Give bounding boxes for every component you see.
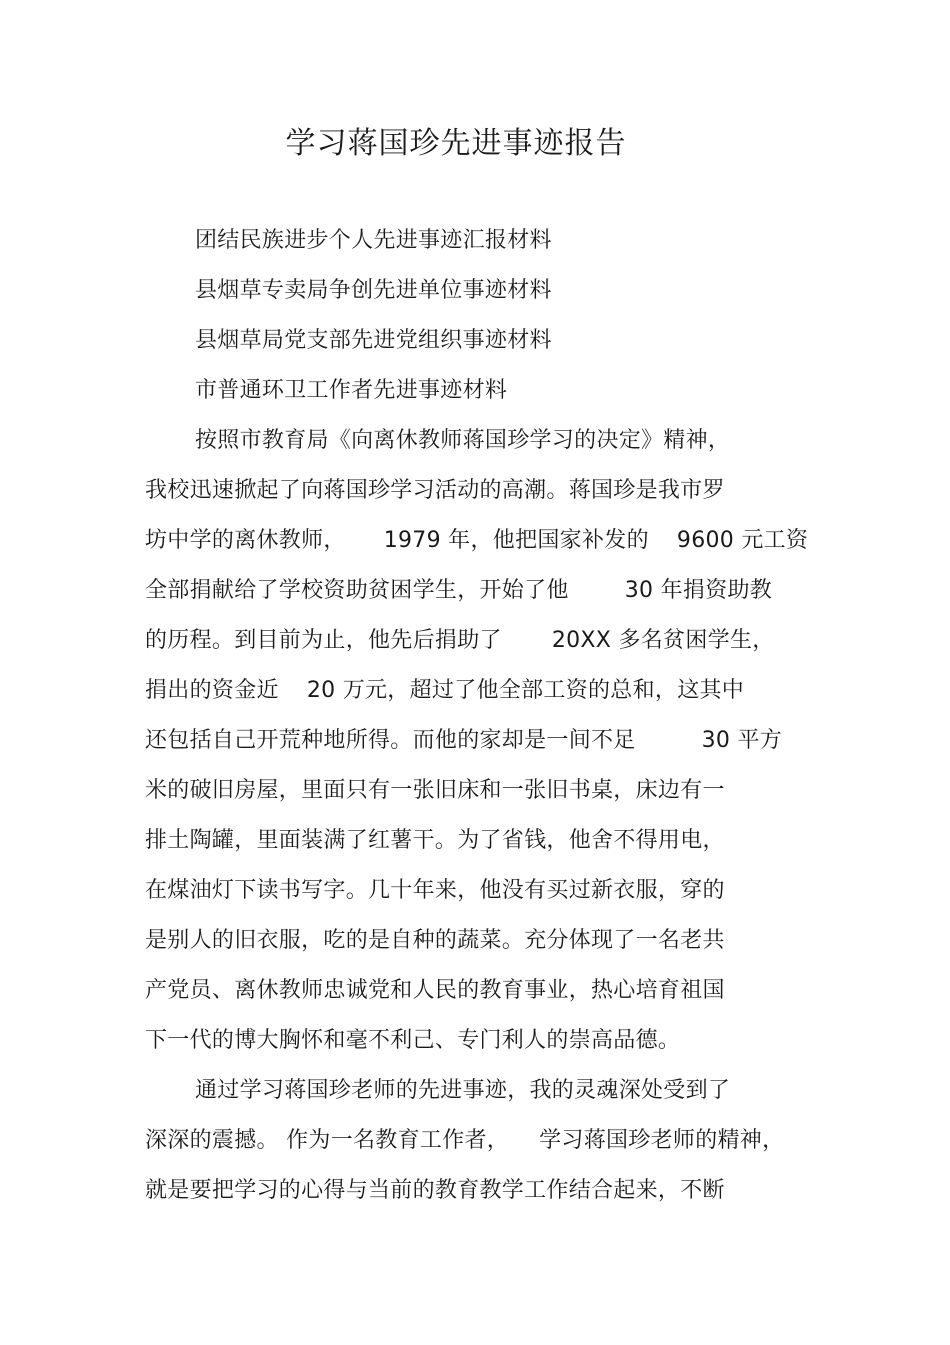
related-title: 县烟草专卖局争创先进单位事迹材料: [195, 278, 552, 303]
page-title: 学习蒋国珍先进事迹报告: [285, 126, 627, 161]
text-segment: 20XX 多名贫困学生，: [551, 628, 775, 653]
text-segment: 深深的震撼。 作为一名教育工作者，: [145, 1128, 510, 1153]
paragraph-line: 按照市教育局《向离休教师蒋国珍学习的决定》精神，: [195, 428, 731, 453]
text-segment: 1979 年，他把国家补发的: [383, 528, 649, 553]
text-segment: 捐出的资金近: [145, 678, 279, 703]
paragraph-line: 我校迅速掀起了向蒋国珍学习活动的高潮。蒋国珍是我市罗: [145, 478, 725, 503]
paragraph-line: 是别人的旧衣服，吃的是自种的蔬菜。充分体现了一名老共: [145, 928, 725, 953]
text-segment: 全部捐献给了学校资助贫困学生，开始了他: [145, 578, 569, 603]
related-title: 县烟草局党支部先进党组织事迹材料: [195, 328, 552, 353]
paragraph-line: [145, 526, 808, 556]
text-segment: 坊中学的离休教师，: [145, 528, 346, 553]
paragraph-line: 通过学习蒋国珍老师的先进事迹，我的灵魂深处受到了: [195, 1078, 731, 1103]
paragraph-line: [145, 626, 775, 656]
text-segment: 的历程。到目前为止，他先后捐助了: [145, 628, 502, 653]
paragraph-line: 排土陶罐，里面装满了红薯干。为了省钱，他舍不得用电，: [145, 828, 725, 853]
text-segment: 还包括自己开荒种地所得。而他的家却是一间不足: [145, 728, 636, 753]
text-segment: 30 平方: [701, 728, 783, 753]
text-segment: 学习蒋国珍老师的精神，: [539, 1128, 785, 1153]
text-segment: 30 年捐资助教: [624, 578, 773, 603]
paragraph-line: 在煤油灯下读书写字。几十年来，他没有买过新衣服，穿的: [145, 878, 725, 903]
paragraph-line: 就是要把学习的心得与当前的教育教学工作结合起来，不断: [145, 1178, 725, 1203]
paragraph-line: [145, 1126, 784, 1156]
paragraph-line: [145, 576, 772, 606]
text-segment: 9600 元工资: [676, 528, 809, 553]
related-title: 团结民族进步个人先进事迹汇报材料: [195, 228, 552, 253]
related-title: 市普通环卫工作者先进事迹材料: [195, 378, 508, 403]
paragraph-line: 产党员、离休教师忠诚党和人民的教育事业，热心培育祖国: [145, 978, 725, 1003]
paragraph-line: [145, 676, 744, 706]
paragraph-line: [145, 726, 782, 756]
paragraph-line: 下一代的博大胸怀和毫不利己、专门利人的崇高品德。: [145, 1028, 681, 1053]
text-segment: 20 万元，超过了他全部工资的总和，这其中: [306, 678, 745, 703]
paragraph-line: 米的破旧房屋，里面只有一张旧床和一张旧书桌，床边有一: [145, 778, 725, 803]
